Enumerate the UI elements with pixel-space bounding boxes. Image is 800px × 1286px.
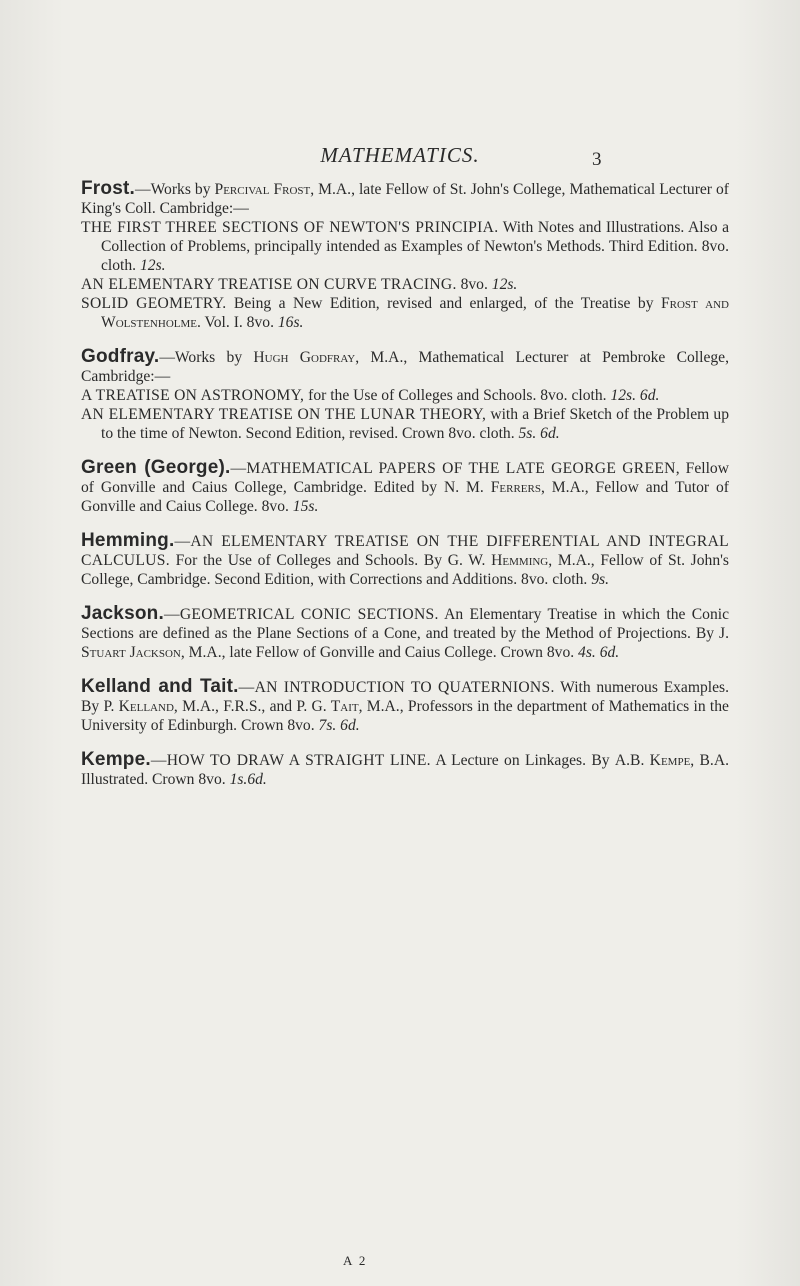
- running-title: MATHEMATICS.: [320, 143, 480, 167]
- book-title: A TREATISE ON ASTRONOMY,: [81, 387, 305, 404]
- book-title: SOLID GEOMETRY.: [81, 295, 227, 312]
- entry-heading: Hemming.—AN ELEMENTARY TREATISE ON THE DIFFERENTIAL AND INTEGRAL CALCULUS. For the Use of Colleges and Schools. By G. W. Hemming, M.A., Fellow of St. John's College, Cambridge. Second Edition, with Corrections and Additions. 8vo. cloth. 9s.: [81, 530, 729, 588]
- book-item: AN ELEMENTARY TREATISE ON CURVE TRACING. 8vo. 12s.: [81, 276, 518, 293]
- book-title: —AN INTRODUCTION TO QUATERNIONS.: [238, 679, 555, 696]
- author-name: Godfray.: [81, 346, 160, 367]
- book-title: —HOW TO DRAW A STRAIGHT LINE.: [150, 752, 431, 769]
- entry-heading: Jackson.—GEOMETRICAL CONIC SECTIONS. An Elementary Treatise in which the Conic Sections are defined as the Plane Sections of a Cone, and treated by the Method of Projections. By J. Stuart Jackson, M.A., late Fellow of Gonville and Caius College. Crown 8vo. 4s. 6d.: [81, 603, 729, 661]
- book-title: —MATHEMATICAL PAPERS OF THE LATE GEORGE GREEN,: [230, 460, 680, 477]
- book-price: 4s. 6d.: [578, 644, 620, 661]
- book-price: 9s.: [591, 571, 609, 588]
- catalogue-list: [81, 179, 729, 804]
- book-item: A TREATISE ON ASTRONOMY, for the Use of Colleges and Schools. 8vo. cloth. 12s. 6d.: [81, 387, 660, 404]
- entry-hemming: [81, 531, 729, 589]
- printer-signature: A 2: [343, 1253, 368, 1268]
- entry-heading: Kempe.—HOW TO DRAW A STRAIGHT LINE. A Lecture on Linkages. By A.B. Kempe, B.A. Illustrated. Crown 8vo. 1s.6d.: [81, 749, 729, 788]
- author-name: Frost.: [81, 178, 135, 199]
- entry-kelland-tait: [81, 677, 729, 735]
- entry-heading: Green (George).—MATHEMATICAL PAPERS OF THE LATE GEORGE GREEN, Fellow of Gonville and Caius College, Cambridge. Edited by N. M. Ferrers, M.A., Fellow and Tutor of Gonville and Caius College. 8vo. 15s.: [81, 457, 729, 515]
- book-price: 5s. 6d.: [518, 425, 560, 442]
- book-price: 12s.: [139, 257, 166, 274]
- book-title: AN ELEMENTARY TREATISE ON THE LUNAR THEORY,: [81, 406, 487, 423]
- book-price: 12s.: [491, 276, 518, 293]
- book-title: THE FIRST THREE SECTIONS OF NEWTON'S PRINCIPIA.: [81, 219, 499, 236]
- entry-godfray: [81, 347, 729, 443]
- book-title: —GEOMETRICAL CONIC SECTIONS.: [163, 606, 439, 623]
- author-name: Hemming.: [81, 530, 175, 551]
- entry-kempe: [81, 750, 729, 789]
- book-title: AN ELEMENTARY TREATISE ON CURVE TRACING.: [81, 276, 457, 293]
- entry-jackson: [81, 604, 729, 662]
- entry-heading: Frost.—Works by Percival Frost, M.A., late Fellow of St. John's College, Mathematical Lecturer of King's Coll. Cambridge:—: [81, 178, 729, 217]
- page-header: [0, 143, 800, 173]
- entry-green: [81, 458, 729, 516]
- book-item: SOLID GEOMETRY. Being a New Edition, revised and enlarged, of the Treatise by Frost and Wolstenholme. Vol. I. 8vo. 16s.: [81, 295, 729, 331]
- book-price: 1s.6d.: [229, 771, 267, 788]
- book-price: 12s. 6d.: [610, 387, 660, 404]
- book-price: 16s.: [277, 314, 304, 331]
- book-title: —AN ELEMENTARY TREATISE ON THE DIFFERENTIAL AND INTEGRAL CALCULUS.: [81, 533, 729, 569]
- author-name: Jackson.: [81, 603, 164, 624]
- entry-heading: Godfray.—Works by Hugh Godfray, M.A., Mathematical Lecturer at Pembroke College, Cambridge:—: [81, 346, 730, 385]
- entry-frost: [81, 179, 729, 332]
- book-price: 7s. 6d.: [318, 717, 360, 734]
- book-item: THE FIRST THREE SECTIONS OF NEWTON'S PRINCIPIA. With Notes and Illustrations. Also a Collection of Problems, principally intended as Examples of Newton's Methods. Third Edition. 8vo. cloth. 12s.: [81, 219, 729, 274]
- author-name: Green (George).: [81, 457, 231, 478]
- book-item: AN ELEMENTARY TREATISE ON THE LUNAR THEORY, with a Brief Sketch of the Problem up to the time of Newton. Second Edition, revised. Crown 8vo. cloth. 5s. 6d.: [81, 406, 729, 442]
- page-number: 3: [592, 149, 602, 170]
- author-name: Kelland and Tait.: [81, 676, 239, 697]
- book-price: 15s.: [292, 498, 319, 515]
- entry-heading: Kelland and Tait.—AN INTRODUCTION TO QUATERNIONS. With numerous Examples. By P. Kelland, M.A., F.R.S., and P. G. Tait, M.A., Professors in the department of Mathematics in the University of Edinburgh. Crown 8vo. 7s. 6d.: [81, 676, 729, 734]
- author-name: Kempe.: [81, 749, 151, 770]
